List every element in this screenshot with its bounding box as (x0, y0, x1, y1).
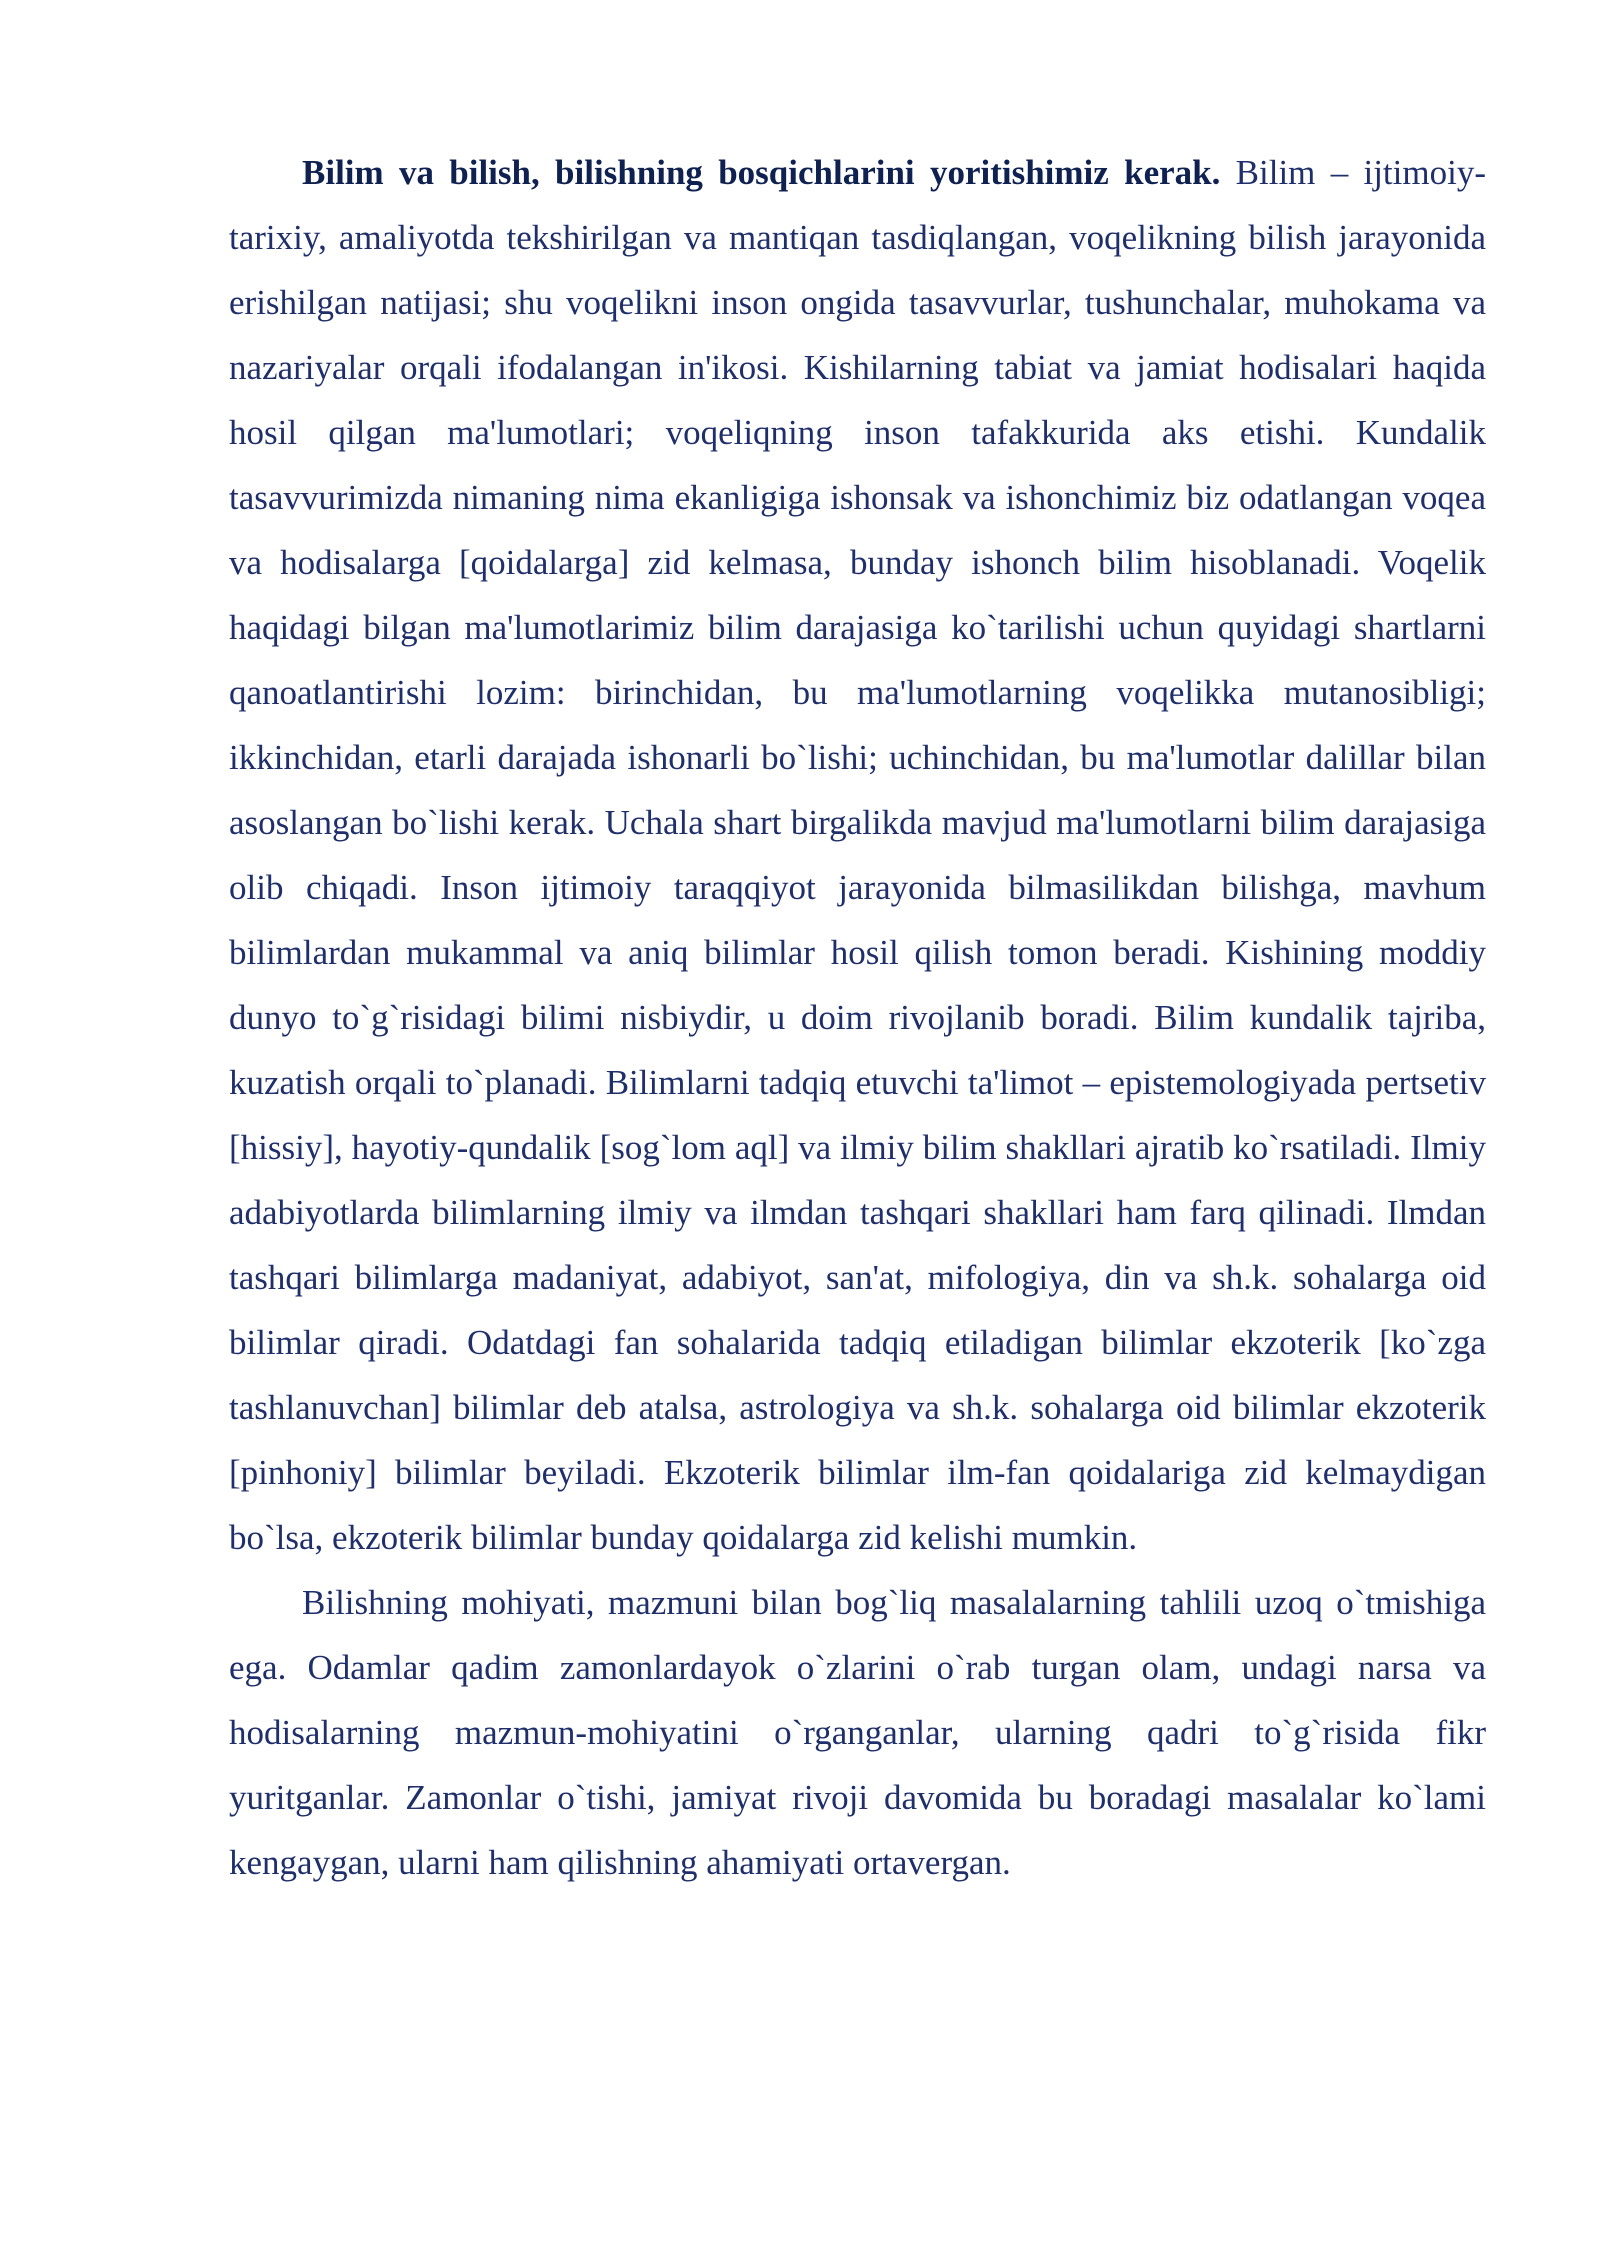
paragraph-2-text: Bilishning mohiyati, mazmuni bilan bog`liq masalalarning tahlili uzoq o`tmishiga ega. Odamlar qadim zamonlardayok o`zlarini o`rab turgan olam, undagi narsa va hodisalarning mazmun-mohiyatini o`rganganlar, ularning qadri to`g`risida fikr yuritganlar. Zamonlar o`tishi, jamiyat rivoji davomida bu boradagi masalalar ko`lami kengaygan, ularni ham qilishning ahamiyati ortavergan. (229, 1583, 1486, 1882)
document-body (229, 140, 1486, 1895)
paragraph-1 (229, 140, 1486, 1570)
paragraph-1-text: Bilim – ijtimoiy-tarixiy, amaliyotda tekshirilgan va mantiqan tasdiqlangan, voqelikning bilish jarayonida erishilgan natijasi; shu voqelikni inson ongida tasavvurlar, tushunchalar, muhokama va nazariyalar orqali ifodalangan in'ikosi. Kishilarning tabiat va jamiat hodisalari haqida hosil qilgan ma'lumotlari; voqeliqning inson tafakkurida aks etishi. Kundalik tasavvurimizda nimaning nima ekanligiga ishonsak va ishonchimiz biz odatlangan voqea va hodisalarga [qoidalarga] zid kelmasa, bunday ishonch bilim hisoblanadi. Voqelik haqidagi bilgan ma'lumotlarimiz bilim darajasiga ko`tarilishi uchun quyidagi shartlarni qanoatlantirishi lozim: birinchidan, bu ma'lumotlarning voqelikka mutanosibligi; ikkinchidan, etarli darajada ishonarli bo`lishi; uchinchidan, bu ma'lumotlar dalillar bilan asoslangan bo`lishi kerak. Uchala shart birgalikda mavjud ma'lumotlarni bilim darajasiga olib chiqadi. Inson ijtimoiy taraqqiyot jarayonida bilmasilikdan bilishga, mavhum bilimlardan mukammal va aniq bilimlar hosil qilish tomon beradi. Kishining moddiy dunyo to`g`risidagi bilimi nisbiydir, u doim rivojlanib boradi. Bilim kundalik tajriba, kuzatish orqali to`planadi. Bilimlarni tadqiq etuvchi ta'limot – epistemologiyada pertsetiv [hissiy], hayotiy-qundalik [sog`lom aql] va ilmiy bilim shakllari ajratib ko`rsatiladi. Ilmiy adabiyotlarda bilimlarning ilmiy va ilmdan tashqari shakllari ham farq qilinadi. Ilmdan tashqari bilimlarga madaniyat, adabiyot, san'at, mifologiya, din va sh.k. sohalarga oid bilimlar qiradi. Odatdagi fan sohalarida tadqiq etiladigan bilimlar ekzoterik [ko`zga tashlanuvchan] bilimlar deb atalsa, astrologiya va sh.k. sohalarga oid bilimlar ekzoterik [pinhoniy] bilimlar beyiladi. Ekzoterik bilimlar ilm-fan qoidalariga zid kelmaydigan bo`lsa, ekzoterik bilimlar bunday qoidalarga zid kelishi mumkin. (229, 153, 1486, 1557)
paragraph-2 (229, 1570, 1486, 1895)
paragraph-lead-heading: Bilim va bilish, bilishning bosqichlarini yoritishimiz kerak. (302, 153, 1221, 192)
